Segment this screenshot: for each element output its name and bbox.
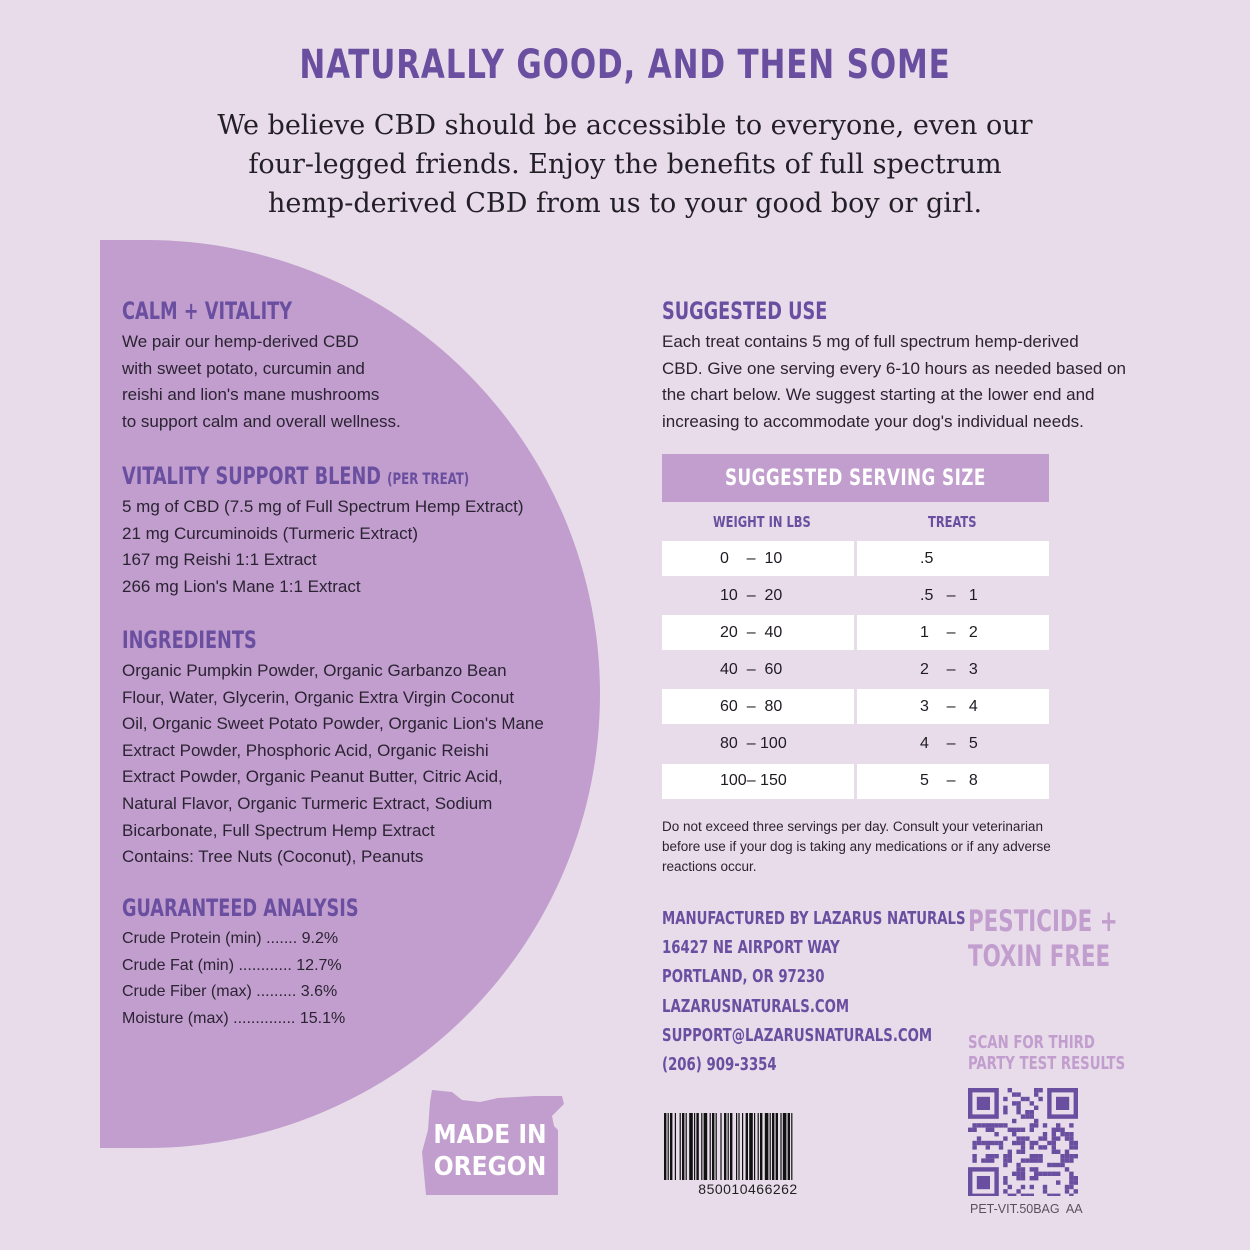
weight-cell: [662, 689, 854, 724]
column-header-treats: TREATS: [928, 513, 977, 531]
treats-cell: [857, 689, 1049, 724]
weight-value: 0 – 10: [720, 549, 783, 567]
disclaimer: Do not exceed three servings per day. Consult your veterinarian before use if your dog is taking any medications or if any adverse reactions occur.: [662, 819, 1051, 874]
ingredients-line: Natural Flavor, Organic Turmeric Extract, Sodium: [122, 793, 493, 813]
treats-cell: [857, 541, 1049, 576]
calm-title: CALM + VITALITY: [122, 297, 293, 325]
address-street: 16427 NE AIRPORT WAY: [662, 937, 840, 959]
ingredients-line: Contains: Tree Nuts (Coconut), Peanuts: [122, 847, 424, 867]
treats-value: 3 – 4: [920, 697, 978, 715]
analysis-row: [122, 979, 411, 1006]
analysis-label: Moisture (max): [122, 1009, 229, 1027]
pesticide-line: PESTICIDE +: [968, 904, 1118, 938]
intro-paragraph: [175, 106, 1075, 223]
analysis-row: [122, 1006, 411, 1033]
intro-line: four-legged friends. Enjoy the benefits of full spectrum: [248, 149, 1002, 180]
serving-table-title: SUGGESTED SERVING SIZE: [725, 465, 986, 491]
blend-title-main: VITALITY SUPPORT BLEND: [122, 462, 381, 490]
pesticide-free-badge: [968, 904, 1118, 974]
analysis-value: 15.1%: [299, 1009, 346, 1027]
suggested-use-line: CBD. Give one serving every 6-10 hours as needed based on: [662, 358, 1126, 378]
treats-value: 1 – 2: [920, 623, 978, 641]
address-city: PORTLAND, OR 97230: [662, 966, 825, 988]
weight-cell: [662, 727, 854, 762]
barcode-icon: [664, 1113, 832, 1180]
blend-section: [122, 462, 545, 600]
blend-line: 167 mg Reishi 1:1 Extract: [122, 550, 317, 570]
support-email-link[interactable]: SUPPORT@LAZARUSNATURALS.COM: [662, 1024, 933, 1046]
treats-value: .5: [920, 549, 934, 567]
intro-line: hemp-derived CBD from us to your good boy or girl.: [267, 188, 983, 219]
manufacturer-name: MANUFACTURED BY LAZARUS NATURALS: [662, 908, 966, 929]
blend-title: [122, 462, 469, 490]
weight-value: 80 – 100: [720, 735, 787, 752]
suggested-use-section: [662, 297, 1126, 435]
oregon-state-icon: [422, 1090, 568, 1198]
suggested-use-line: the chart below. We suggest starting at the lower end and: [662, 385, 1095, 405]
suggested-use-line: increasing to accommodate your dog's individual needs.: [662, 411, 1084, 431]
analysis-label: Crude Protein (min): [122, 930, 262, 947]
weight-cell: [662, 615, 854, 650]
analysis-dots: .......: [266, 930, 298, 947]
analysis-row: [122, 926, 411, 953]
weight-cell: [662, 541, 854, 576]
treats-cell: [857, 764, 1049, 799]
analysis-value: 9.2%: [301, 930, 339, 947]
ingredients-title: INGREDIENTS: [122, 626, 257, 654]
treats-cell: [857, 615, 1049, 650]
intro-line: We believe CBD should be accessible to everyone, even our: [217, 110, 1033, 141]
manufacturer-block: [662, 904, 966, 1079]
blend-line: 5 mg of CBD (7.5 mg of Full Spectrum Hemp Extract): [122, 497, 524, 516]
ingredients-section: [122, 626, 544, 871]
analysis-label: Crude Fat (min): [122, 956, 235, 974]
weight-value: 40 – 60: [720, 660, 783, 678]
suggested-use-title: SUGGESTED USE: [662, 297, 828, 325]
website-link[interactable]: LAZARUSNATURALS.COM: [662, 995, 850, 1017]
serving-table-header: [662, 454, 1049, 502]
calm-line: with sweet potato, curcumin and: [122, 358, 365, 378]
analysis-section: [122, 894, 411, 1032]
calm-section: [122, 297, 401, 435]
weight-cell: [662, 652, 854, 687]
ingredients-line: Flour, Water, Glycerin, Organic Extra Virgin Coconut: [122, 687, 515, 707]
ingredients-line: Extract Powder, Phosphoric Acid, Organic Reishi: [122, 740, 489, 760]
weight-value: 100– 150: [720, 772, 787, 790]
treats-value: 5 – 8: [920, 772, 978, 790]
oregon-label: OREGON: [433, 1152, 547, 1182]
ingredients-line: Bicarbonate, Full Spectrum Hemp Extract: [122, 820, 435, 840]
scan-line: PARTY TEST RESULTS: [968, 1053, 1126, 1074]
analysis-title: GUARANTEED ANALYSIS: [122, 894, 359, 922]
weight-value: 10 – 20: [720, 586, 783, 604]
suggested-use-line: Each treat contains 5 mg of full spectrum hemp-derived: [662, 332, 1079, 351]
treats-value: 4 – 5: [920, 735, 978, 752]
weight-value: 20 – 40: [720, 623, 783, 641]
scan-line: SCAN FOR THIRD: [968, 1032, 1095, 1053]
analysis-dots: .........: [256, 983, 297, 1001]
scan-label: [968, 1032, 1125, 1074]
analysis-value: 12.7%: [296, 956, 342, 974]
treats-cell: [857, 652, 1049, 687]
weight-value: 60 – 80: [720, 697, 783, 715]
weight-cell: [662, 578, 854, 613]
blend-title-suffix: (PER TREAT): [387, 469, 470, 488]
treats-cell: [857, 578, 1049, 613]
analysis-dots: ..............: [233, 1009, 296, 1027]
weight-cell: [662, 764, 854, 799]
ingredients-line: Extract Powder, Organic Peanut Butter, Citric Acid,: [122, 767, 503, 787]
analysis-dots: ............: [238, 956, 292, 974]
made-in-label: MADE IN: [433, 1120, 547, 1150]
headline: NATURALLY GOOD, AND THEN SOME: [299, 42, 951, 88]
sku-code: PET-VIT.50BAG AA: [970, 1202, 1083, 1216]
blend-line: 266 mg Lion's Mane 1:1 Extract: [122, 576, 361, 596]
treats-value: 2 – 3: [920, 660, 978, 678]
qr-code-icon[interactable]: [968, 1088, 1078, 1196]
analysis-value: 3.6%: [300, 983, 338, 1001]
blend-line: 21 mg Curcuminoids (Turmeric Extract): [122, 523, 418, 543]
calm-line: We pair our hemp-derived CBD: [122, 332, 359, 351]
pesticide-line: TOXIN FREE: [968, 939, 1111, 973]
analysis-row: [122, 953, 411, 980]
analysis-label: Crude Fiber (max): [122, 983, 252, 1001]
phone-number[interactable]: (206) 909-3354: [662, 1054, 777, 1076]
ingredients-line: Oil, Organic Sweet Potato Powder, Organic Lion's Mane: [122, 714, 544, 734]
calm-line: reishi and lion's mane mushrooms: [122, 385, 380, 405]
ingredients-line: Organic Pumpkin Powder, Organic Garbanzo Bean: [122, 661, 507, 680]
treats-cell: [857, 727, 1049, 762]
treats-value: .5 – 1: [920, 586, 978, 604]
column-header-weight: WEIGHT IN LBS: [713, 513, 811, 531]
barcode-number: 850010466262: [698, 1181, 798, 1197]
calm-line: to support calm and overall wellness.: [122, 411, 401, 431]
